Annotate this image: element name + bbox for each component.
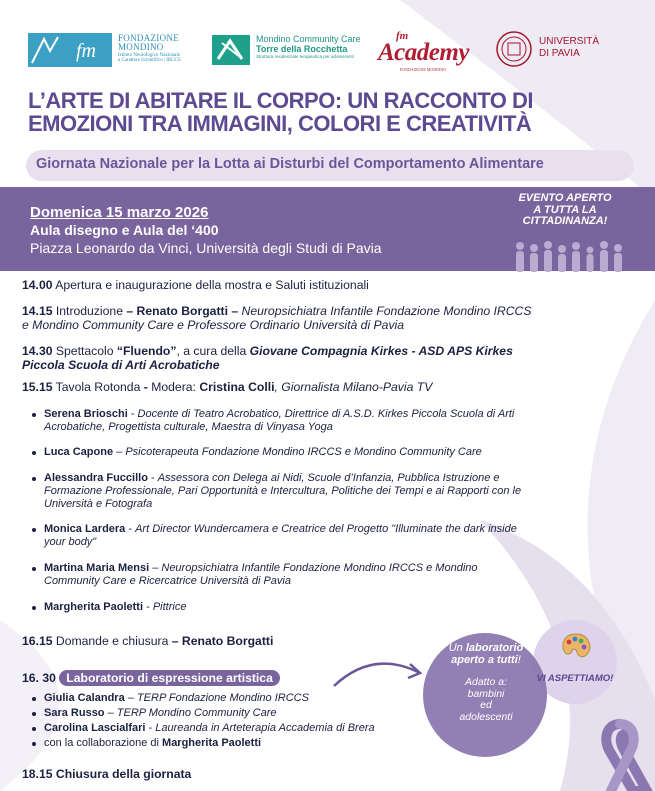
- university-seal-icon: [496, 31, 532, 67]
- fm-line2: MONDINO: [118, 42, 164, 53]
- university-pavia-text: [539, 36, 599, 60]
- lab-bubble-audience: [440, 677, 532, 723]
- speaker-role: Università e Fotografa: [44, 498, 153, 510]
- event-date: Domenica 15 marzo 2026: [30, 204, 209, 221]
- dash-1415: –: [126, 304, 134, 318]
- lab-person-sep: –: [124, 692, 137, 704]
- lab-person-sep: –: [104, 707, 117, 719]
- company-1430: Giovane Compagnia Kirkes - ASD APS Kirkes: [249, 344, 513, 358]
- time-1815: 18.15: [22, 767, 53, 781]
- academy-small-text: fm: [396, 30, 409, 42]
- lab-bubble-title: [433, 643, 539, 666]
- bubble-adolescenti: adolescenti: [459, 710, 513, 723]
- name-1615: Renato Borgatti: [181, 634, 274, 648]
- name-1415: Renato Borgatti: [136, 304, 228, 318]
- mod-1515: Modera:: [151, 380, 196, 394]
- mcc-line2: Torre della Rocchetta: [256, 43, 348, 54]
- bullet-icon: [32, 567, 36, 571]
- bullet-icon: [32, 727, 36, 731]
- lab-pill: Laboratorio di espressione artistica: [59, 670, 280, 686]
- name-1515: Cristina Colli: [199, 380, 275, 394]
- bullet-icon: [32, 451, 36, 455]
- program-1615: [22, 634, 273, 648]
- fm-logo-icon: [28, 33, 112, 67]
- event-venue: Aula disegno e Aula del ‘400: [30, 222, 219, 238]
- speaker-role: Formazione Professionale, Pari Opportunità e Intercultura, Politiche dei Tempi e ai Rapporti con le: [44, 485, 522, 497]
- program-1630: [22, 670, 280, 686]
- speaker-sep: -: [125, 523, 136, 535]
- bullet-icon: [32, 742, 36, 746]
- crowd-icon: [512, 238, 630, 272]
- speaker-role: your body": [44, 536, 97, 548]
- unipv-line2: DI PAVIA: [539, 48, 580, 59]
- program-1415: [22, 304, 642, 332]
- lab-person-name: Giulia Calandra: [44, 692, 125, 704]
- speaker-name: Martina Maria Mensi: [44, 562, 150, 574]
- academy-big-text: Academy: [378, 39, 469, 66]
- palette-icon: [560, 632, 592, 660]
- fm-mark-text: fm: [76, 40, 96, 62]
- event-address: Piazza Leonardo da Vinci, Università degli Studi di Pavia: [30, 240, 382, 256]
- speaker-name: Serena Brioschi: [44, 408, 128, 420]
- bullet-icon: [32, 606, 36, 610]
- mcc-line1: Mondino Community Care: [256, 34, 361, 44]
- text-1815: Chiusura della giornata: [55, 767, 192, 781]
- fm-academy-logo: [378, 32, 488, 72]
- fm-line4: a Carattere Scientifico | IRCCS: [118, 58, 181, 64]
- role-1415: Neuropsichiatra Infantile Fondazione Mondino IRCCS: [241, 304, 532, 318]
- awareness-ribbon-icon: [585, 718, 655, 791]
- time-1415: 14.15: [22, 304, 53, 318]
- collab-name: Margherita Paoletti: [162, 737, 262, 749]
- program-1400: [22, 278, 369, 292]
- page-title: [28, 90, 588, 136]
- fondazione-mondino-logo: [28, 33, 112, 67]
- dash-1515: -: [143, 380, 148, 394]
- welcome-text: VI ASPETTIAMO!: [536, 673, 614, 684]
- speaker-sep: -: [127, 408, 138, 420]
- program-1430: [22, 344, 642, 372]
- collab-label: con la collaborazione di: [44, 737, 159, 749]
- fm-line3: Istituto Neurologico Nazionale: [118, 52, 180, 58]
- label-1430: Spettacolo: [55, 344, 114, 358]
- label-1515: Tavola Rotonda: [55, 380, 141, 394]
- bubble-lab1: laboratorio: [465, 642, 524, 654]
- fm-line1: FONDAZIONE: [118, 33, 179, 43]
- time-1430: 14.30: [22, 344, 53, 358]
- speaker-name: Luca Capone: [44, 446, 114, 458]
- label-1615: Domande e chiusura: [55, 634, 169, 648]
- time-1400: 14.00: [22, 278, 53, 292]
- bubble-ed: ed: [480, 699, 492, 712]
- academy-tag-text: FONDAZIONE MONDINO: [400, 67, 447, 72]
- speaker-sep: –: [149, 562, 162, 574]
- mid-1430: , a cura della: [176, 344, 247, 358]
- role2-1415: e Mondino Community Care e Professore Ordinario Università di Pavia: [22, 318, 405, 332]
- open-event-badge: [505, 193, 625, 228]
- lab-person-role: TERP Fondazione Mondino IRCCS: [136, 692, 309, 704]
- speaker-role: Acrobatiche, Progettista culturale, Maestra di Vinyasa Yoga: [44, 421, 333, 433]
- speaker-role: Psicoterapeuta Fondazione Mondino IRCCS e Mondino Community Care: [125, 446, 482, 458]
- speaker-role: Assessora con Delega ai Nidi, Scuole d’Infanzia, Pubblica Istruzione e: [157, 472, 500, 484]
- bullet-icon: [32, 697, 36, 701]
- bubble-excl: !: [517, 653, 521, 666]
- bubble-lab2: aperto a tutti: [451, 653, 518, 666]
- lab-person-role: TERP Mondino Community Care: [116, 707, 277, 719]
- mcc-line3: Struttura residenziale terapeutica per adolescenti: [256, 53, 354, 59]
- bullet-icon: [32, 477, 36, 481]
- mondino-community-care-logo-icon: [212, 35, 250, 65]
- dash2-1415: –: [231, 304, 239, 318]
- bubble-un: Un: [448, 642, 463, 654]
- lab-person-name: Carolina Lascialfari: [44, 722, 146, 734]
- speaker-name: Monica Lardera: [44, 523, 126, 535]
- speaker-sep: –: [113, 446, 126, 458]
- open-line2: A TUTTA LA: [533, 203, 597, 216]
- time-1630: 16. 30: [22, 671, 56, 685]
- time-1515: 15.15: [22, 380, 53, 394]
- show-1430: “Fluendo”: [116, 344, 177, 358]
- open-line1: EVENTO APERTO: [518, 192, 612, 204]
- speaker-sep: -: [147, 472, 158, 484]
- title-line1: L’ARTE DI ABITARE IL CORPO: UN RACCONTO DI: [28, 88, 533, 113]
- bullet-icon: [32, 712, 36, 716]
- bullet-icon: [32, 413, 36, 417]
- speaker-name: Margherita Paoletti: [44, 601, 144, 613]
- bullet-icon: [32, 528, 36, 532]
- speaker-role: Art Director Wundercamera e Creatrice del Progetto "Illuminate the dark inside: [135, 523, 517, 535]
- speaker-role: Community Care e Ricercatrice Università di Pavia: [44, 575, 291, 587]
- open-line3: CITTADINANZA!: [522, 215, 608, 228]
- dash-1615: –: [171, 634, 179, 648]
- program-1815: [22, 767, 191, 781]
- role-1515: , Giornalista Milano-Pavia TV: [274, 380, 433, 394]
- speaker-name: Alessandra Fuccillo: [44, 472, 148, 484]
- speaker-sep: -: [143, 601, 153, 613]
- program-1515: [22, 380, 432, 394]
- time-1615: 16.15: [22, 634, 53, 648]
- lab-person-sep: -: [145, 722, 156, 734]
- arrow-icon: [332, 656, 424, 690]
- fondazione-mondino-text: [118, 34, 181, 63]
- speaker-role: Pittrice: [152, 601, 187, 613]
- label-1415: Introduzione: [55, 304, 123, 318]
- lab-person-role: Laureanda in Arteterapia Accademia di Brera: [155, 722, 375, 734]
- title-line2: EMOZIONI TRA IMMAGINI, COLORI E CREATIVITÀ: [28, 110, 532, 136]
- subtitle: Giornata Nazionale per la Lotta ai Disturbi del Comportamento Alimentare: [36, 156, 544, 172]
- company2-1430: Piccola Scuola di Arti Acrobatiche: [22, 358, 220, 372]
- text-1400: Apertura e inaugurazione della mostra e Saluti istituzionali: [55, 278, 369, 292]
- bubble-bambini: bambini: [467, 687, 505, 700]
- bubble-adatto: Adatto a:: [464, 676, 508, 688]
- mondino-community-care-text: [256, 35, 361, 60]
- speaker-role: Neuropsichiatra Infantile Fondazione Mondino IRCCS e Mondino: [161, 562, 478, 574]
- lab-person-name: Sara Russo: [44, 707, 105, 719]
- unipv-line1: UNIVERSITÀ: [539, 36, 600, 47]
- speaker-role: Docente di Teatro Acrobatico, Direttrice di A.S.D. Kirkes Piccola Scuola di Arti: [137, 408, 515, 420]
